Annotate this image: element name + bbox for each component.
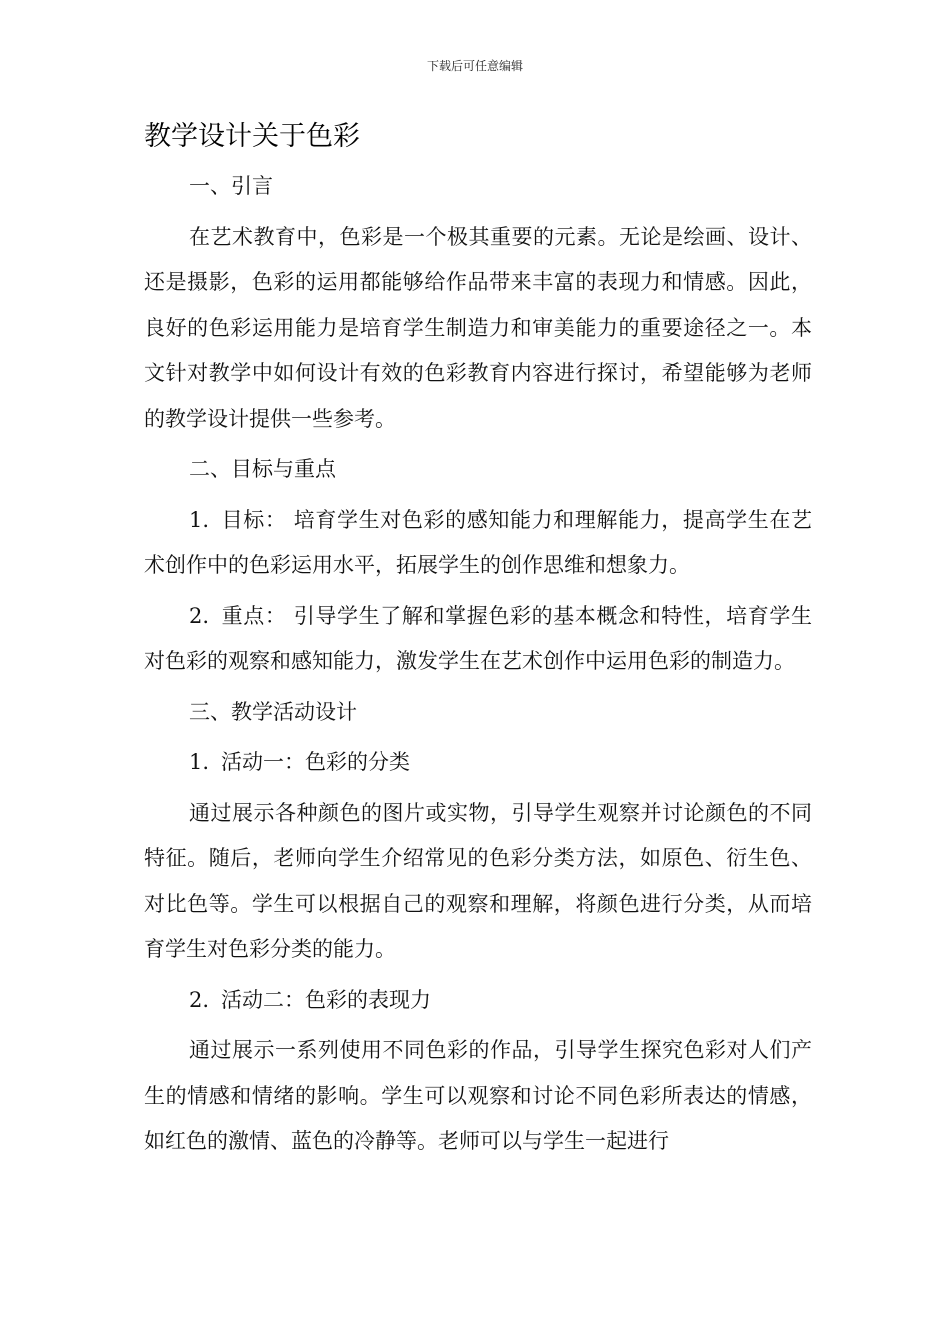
activity-one-number: 1. — [189, 750, 210, 774]
goal-item — [144, 498, 812, 589]
activity-two-paragraph: 通过展示一系列使用不同色彩的作品，引导学生探究色彩对人们产生的情感和情绪的影响。学生可以观察和讨论不同色彩所表达的情感，如红色的激情、蓝色的冷静等。老师可以与学生一起进行 — [144, 1038, 812, 1153]
activity-one-title: 活动一：色彩的分类 — [221, 750, 410, 774]
goal-item-text: 目标： 培育学生对色彩的感知能力和理解能力，提高学生在艺术创作中的色彩运用水平，拓展学生的创作思维和想象力。 — [144, 507, 812, 577]
page-title: 教学设计关于色彩 — [144, 121, 360, 152]
focus-item — [144, 594, 812, 685]
activity-one-paragraph: 通过展示各种颜色的图片或实物，引导学生观察并讨论颜色的不同特征。随后，老师向学生介绍常见的色彩分类方法，如原色、衍生色、对比色等。学生可以根据自己的观察和理解，将颜色进行分类，从而培育学生对色彩分类的能力。 — [144, 800, 812, 961]
activity-two-heading — [144, 978, 812, 1024]
focus-item-number: 2. — [189, 603, 210, 628]
section-heading-goals: 二、目标与重点 — [189, 457, 336, 481]
header-note: 下载后可任意编辑 — [426, 59, 523, 73]
section-heading-intro: 一、引言 — [189, 174, 273, 198]
activity-two-title: 活动二：色彩的表现力 — [221, 987, 431, 1012]
goal-item-number: 1. — [189, 507, 210, 532]
intro-paragraph: 在艺术教育中，色彩是一个极其重要的元素。无论是绘画、设计、还是摄影，色彩的运用都能够给作品带来丰富的表现力和情感。因此，良好的色彩运用能力是培育学生制造力和审美能力的重要途径之一。本文针对教学中如何设计有效的色彩教育内容进行探讨，希望能够为老师的教学设计提供一些参考。 — [144, 224, 812, 431]
activity-two-number: 2. — [189, 987, 210, 1012]
focus-item-text: 重点： 引导学生了解和掌握色彩的基本概念和特性，培育学生对色彩的观察和感知能力，激发学生在艺术创作中运用色彩的制造力。 — [144, 603, 812, 673]
section-heading-activities: 三、教学活动设计 — [189, 699, 357, 724]
activity-one-heading — [144, 740, 812, 786]
document-body — [144, 164, 812, 1170]
